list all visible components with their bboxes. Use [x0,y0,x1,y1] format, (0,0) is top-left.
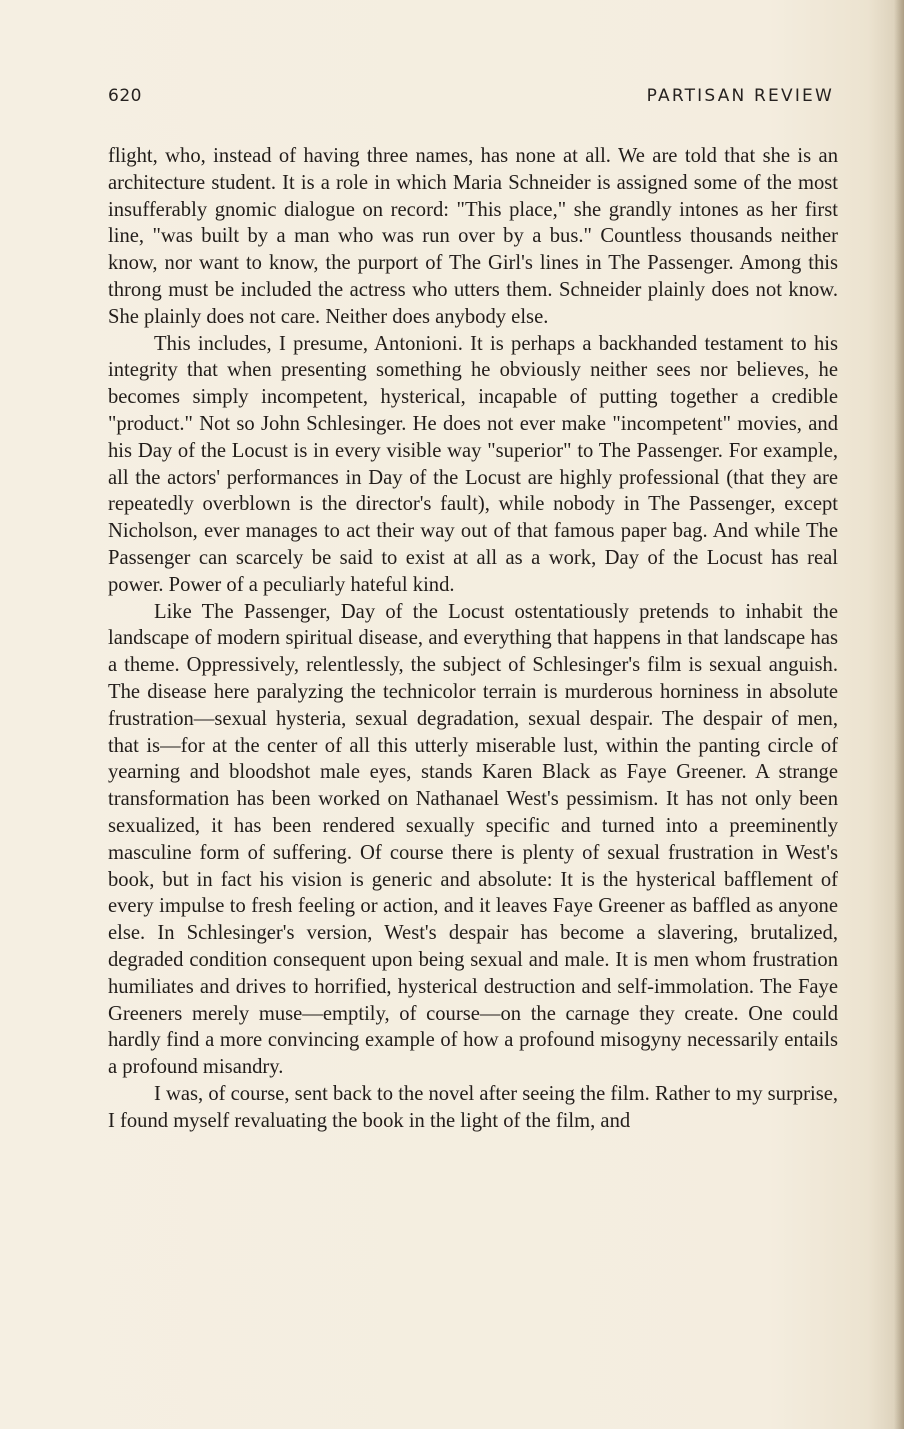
paragraph-3: Like The Passenger, Day of the Locust ostentatiously pretends to inhabit the landscape of modern spiritual disease, and everything that happens in that landscape has a theme. Oppressively, relentlessly, the subject of Schlesinger's film is sexual anguish. The disease here paralyzing the technicolor terrain is murderous horniness in absolute frustration—sexual hysteria, sexual degradation, sexual despair. The despair of men, that is—for at the center of all this utterly miserable lust, within the panting circle of yearning and bloodshot male eyes, stands Karen Black as Faye Greener. A strange transformation has been worked on Nathanael West's pessimism. It has not only been sexualized, it has been rendered sexually specific and turned into a preeminently masculine form of suffering. Of course there is plenty of sexual frustration in West's book, but in fact his vision is generic and absolute: It is the hysterical bafflement of every impulse to fresh feeling or action, and it leaves Faye Greener as baffled as anyone else. In Schlesinger's version, West's despair has become a slavering, brutalized, degraded condition consequent upon being sexual and male. It is men whom frustration humiliates and drives to horrified, hysterical destruction and self-immolation. The Faye Greeners merely muse—emptily, of course—on the carnage they create. One could hardly find a more convincing example of how a profound misogyny necessarily entails a profound misandry. [108,600,838,1079]
running-head [108,86,834,110]
page-spine-shadow [894,0,904,1429]
page-number: 620 [108,86,142,106]
article-body [108,143,838,1134]
paragraph-1: flight, who, instead of having three names, has none at all. We are told that she is an architecture student. It is a role in which Maria Schneider is assigned some of the most insufferably gnomic dialogue on record: "This place," she grandly intones as her first line, "was built by a man who was run over by a bus." Countless thousands neither know, nor want to know, the purport of The Girl's lines in The Passenger. Among this throng must be included the actress who utters them. Schneider plainly does not know. She plainly does not care. Neither does anybody else. [108,145,838,328]
paragraph-4: I was, of course, sent back to the novel after seeing the film. Rather to my surprise, I found myself revaluating the book in the light of the film, and [108,1082,838,1132]
journal-title: PARTISAN REVIEW [646,86,834,106]
paragraph-2: This includes, I presume, Antonioni. It is perhaps a backhanded testament to his integrity that when presenting something he obviously neither sees nor believes, he becomes simply incompetent, hysterical, incapable of putting together a credible "product." Not so John Schlesinger. He does not ever make "incompetent" movies, and his Day of the Locust is in every visible way "superior" to The Passenger. For example, all the actors' performances in Day of the Locust are highly professional (that they are repeatedly overblown is the director's fault), while nobody in The Passenger, except Nicholson, ever manages to act their way out of that famous paper bag. And while The Passenger can scarcely be said to exist at all as a work, Day of the Locust has real power. Power of a peculiarly hateful kind. [108,332,838,596]
